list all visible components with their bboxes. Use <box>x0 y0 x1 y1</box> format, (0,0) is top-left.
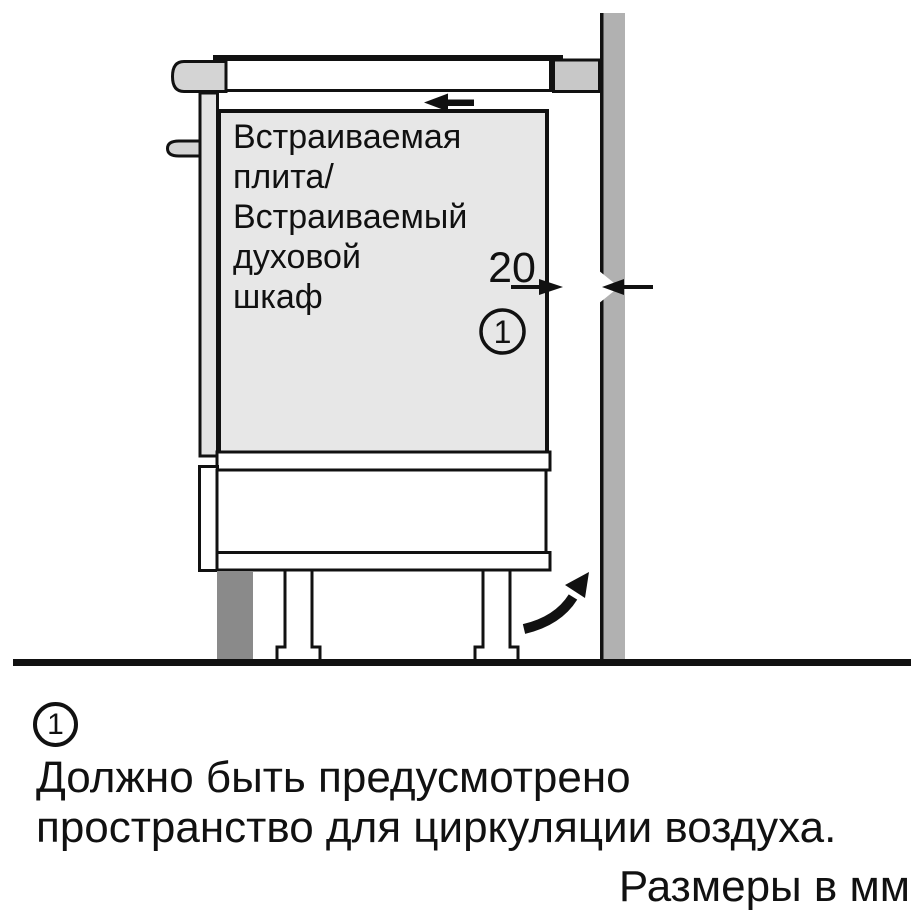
airflow-arrow-icon <box>524 572 589 629</box>
wall-face <box>600 13 625 663</box>
wall-front-edge <box>600 13 604 663</box>
arrow-head <box>565 572 589 598</box>
footnote-text <box>36 753 836 853</box>
leg-left <box>277 570 320 661</box>
appliance-label-line: плита/ <box>233 158 334 196</box>
wall <box>600 13 625 663</box>
arrow-head <box>539 279 563 295</box>
floor-line <box>13 659 911 666</box>
footnote-marker <box>33 702 78 747</box>
worktop-wall-filler <box>554 60 600 92</box>
base-rail-top <box>217 452 550 470</box>
side-panel-upper <box>200 93 218 456</box>
units-note: Размеры в мм <box>618 862 910 911</box>
footnote-line: Должно быть предусмотрено <box>36 753 631 802</box>
appliance-label-line: Встраиваемый <box>233 198 468 236</box>
worktop <box>215 60 551 91</box>
insert-direction-arrow-icon <box>424 94 474 112</box>
arrow-head <box>424 94 448 112</box>
callout-number: 1 <box>493 314 512 350</box>
appliance-label-line: Встраиваемая <box>233 118 462 156</box>
leg-right <box>475 570 518 661</box>
hinge-pin <box>168 141 201 156</box>
appliance-label-line: шкаф <box>233 278 323 316</box>
arrow-curve <box>524 597 573 629</box>
base-rail-bottom <box>217 553 550 571</box>
footnote-marker-number: 1 <box>47 707 64 741</box>
hob-front-trim <box>173 62 227 92</box>
base-drawer <box>217 470 546 553</box>
footnote-line: пространство для циркуляции воздуха. <box>36 803 837 852</box>
gap-dimension-label: 20 <box>488 244 536 292</box>
arrow-tail <box>446 100 474 107</box>
plinth-block <box>217 571 253 662</box>
side-panel-lower <box>200 467 218 571</box>
hob-surface-line <box>213 55 563 59</box>
appliance-label-line: духовой <box>233 238 361 276</box>
